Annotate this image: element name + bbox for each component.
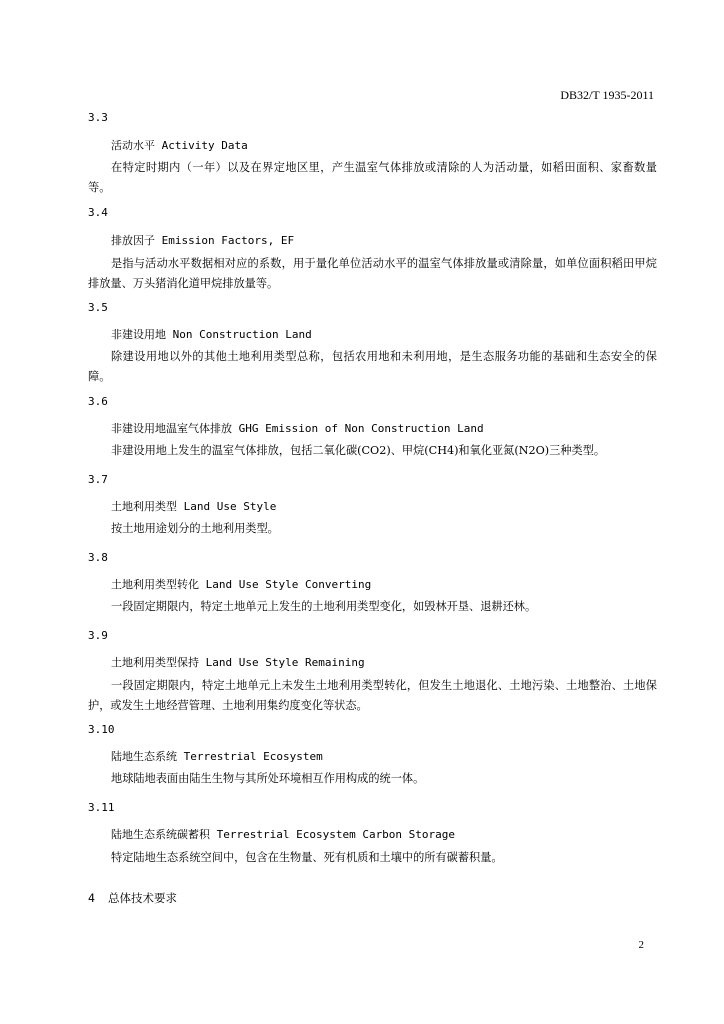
term-title: 土地利用类型保持 Land Use Style Remaining: [111, 656, 365, 669]
term-definition: 在特定时期内（一年）以及在界定地区里，产生温室气体排放或清除的人为活动量，如稻田面积、家畜数量等。: [88, 161, 657, 194]
term-definition: 除建设用地以外的其他土地利用类型总称，包括农用地和未利用地，是生态服务功能的基础和生态安全的保障。: [88, 350, 657, 383]
chapter-number: 4: [88, 891, 95, 905]
term-title: 活动水平 Activity Data: [111, 139, 248, 152]
term-definition: 非建设用地上发生的温室气体排放，包括二氧化碳(CO2)、甲烷(CH4)和氧化亚氮(N2O)三种类型。: [111, 444, 606, 457]
section-number: 3.3: [88, 111, 108, 124]
term-title: 非建设用地温室气体排放 GHG Emission of Non Construction Land: [111, 422, 484, 435]
term-title: 陆地生态系统碳蓄积 Terrestrial Ecosystem Carbon Storage: [111, 828, 456, 841]
section-number: 3.8: [88, 551, 108, 564]
chapter-heading: [88, 890, 177, 906]
term-definition: 一段固定期限内，特定土地单元上未发生土地利用类型转化，但发生土地退化、土地污染、土地整治、土地保护，或发生土地经营管理、土地利用集约度变化等状态。: [88, 679, 657, 712]
section-number: 3.5: [88, 301, 108, 314]
section-number: 3.7: [88, 473, 108, 486]
term-definition: 是指与活动水平数据相对应的系数，用于量化单位活动水平的温室气体排放量或清除量，如单位面积稻田甲烷排放量、万头猪消化道甲烷排放量等。: [88, 257, 657, 290]
term-definition: 特定陆地生态系统空间中，包含在生物量、死有机质和土壤中的所有碳蓄积量。: [111, 851, 503, 864]
document-id: DB32/T 1935-2011: [560, 88, 654, 102]
chapter-title: 总体技术要求: [108, 891, 177, 905]
term-definition: 按土地用途划分的土地利用类型。: [111, 522, 279, 535]
page-number: 2: [638, 939, 644, 951]
section-number: 3.9: [88, 629, 108, 642]
term-title: 非建设用地 Non Construction Land: [111, 328, 312, 341]
term-title: 排放因子 Emission Factors, EF: [111, 234, 295, 247]
term-title: 土地利用类型转化 Land Use Style Converting: [111, 578, 372, 591]
term-definition: 一段固定期限内，特定土地单元上发生的土地利用类型变化，如毁林开垦、退耕还林。: [111, 600, 537, 613]
term-definition: 地球陆地表面由陆生生物与其所处环境相互作用构成的统一体。: [111, 772, 425, 785]
section-number: 3.6: [88, 395, 108, 408]
term-title: 陆地生态系统 Terrestrial Ecosystem: [111, 750, 323, 763]
term-title: 土地利用类型 Land Use Style: [111, 500, 277, 513]
section-number: 3.11: [88, 801, 115, 814]
section-number: 3.10: [88, 723, 115, 736]
section-number: 3.4: [88, 206, 108, 219]
